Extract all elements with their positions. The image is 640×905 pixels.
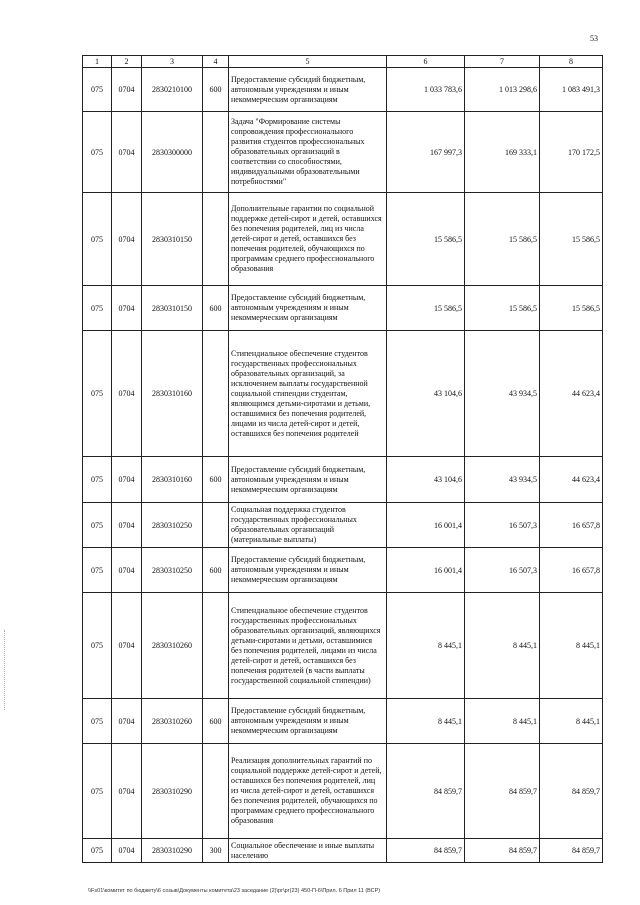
cell-amount-3: 16 657,8: [540, 503, 603, 548]
cell-target: 2830300000: [142, 112, 203, 193]
cell-description: Предоставление субсидий бюджетным, автономным учреждениям и иным некоммерческим организациям: [229, 68, 387, 112]
footer-file-path: \\Fs01\комитет по бюджету\6 созыв\Документы комитета\23 заседание (2)\рг\рг(23) 450-П-6\Прил. 6 Прил 11 (ВСР): [88, 888, 381, 894]
cell-ministry: 075: [83, 193, 112, 286]
cell-amount-1: 16 001,4: [387, 503, 465, 548]
cell-expense-type: 600: [203, 548, 229, 593]
cell-amount-3: 8 445,1: [540, 699, 603, 744]
cell-amount-1: 1 033 783,6: [387, 68, 465, 112]
cell-expense-type: 600: [203, 286, 229, 331]
cell-amount-2: 16 507,3: [465, 503, 540, 548]
cell-expense-type: [203, 112, 229, 193]
table-row: [83, 457, 603, 503]
col-header: 5: [229, 56, 387, 68]
col-header: 6: [387, 56, 465, 68]
cell-amount-3: 15 586,5: [540, 193, 603, 286]
cell-amount-2: 16 507,3: [465, 548, 540, 593]
cell-amount-2: 84 859,7: [465, 839, 540, 863]
cell-amount-2: 15 586,5: [465, 286, 540, 331]
cell-amount-1: 16 001,4: [387, 548, 465, 593]
cell-amount-3: 170 172,5: [540, 112, 603, 193]
cell-amount-2: 43 934,5: [465, 331, 540, 457]
cell-amount-3: 16 657,8: [540, 548, 603, 593]
cell-amount-2: 8 445,1: [465, 593, 540, 699]
cell-description: Стипендиальное обеспечение студентов государственных профессиональных образовательных организаций, за исключением выплаты государственной социальной стипендии студентам, являющимся детьми-сиротами и детьми, оставшимися без попечения родителей, лицами из числа детей-сирот и детей, оставшихся без попечения родителей: [229, 331, 387, 457]
margin-mark: [4, 630, 8, 710]
cell-section: 0704: [112, 593, 142, 699]
cell-amount-1: 84 859,7: [387, 839, 465, 863]
cell-description: Стипендиальное обеспечение студентов государственных профессиональных образовательных организаций, являющихся детьми-сиротами и детьми, оставшимися без попечения родителей, лицами из числа детей-сирот и детей, оставшихся без попечения родителей (в части выплаты государственной социальной стипендии): [229, 593, 387, 699]
cell-ministry: 075: [83, 744, 112, 839]
cell-amount-1: 167 997,3: [387, 112, 465, 193]
cell-target: 2830310260: [142, 593, 203, 699]
table-row: [83, 112, 603, 193]
header-row: [83, 56, 603, 68]
cell-amount-3: 84 859,7: [540, 744, 603, 839]
col-header: 8: [540, 56, 603, 68]
cell-ministry: 075: [83, 68, 112, 112]
cell-amount-1: 43 104,6: [387, 457, 465, 503]
cell-target: 2830310150: [142, 286, 203, 331]
cell-description: Социальная поддержка студентов государственных профессиональных образовательных организаций (материальные выплаты): [229, 503, 387, 548]
cell-ministry: 075: [83, 593, 112, 699]
cell-section: 0704: [112, 699, 142, 744]
cell-ministry: 075: [83, 503, 112, 548]
cell-section: 0704: [112, 503, 142, 548]
cell-section: 0704: [112, 457, 142, 503]
cell-amount-1: 84 859,7: [387, 744, 465, 839]
cell-target: 2830310290: [142, 839, 203, 863]
cell-target: 2830310250: [142, 548, 203, 593]
cell-amount-3: 84 859,7: [540, 839, 603, 863]
table-row: [83, 548, 603, 593]
cell-section: 0704: [112, 839, 142, 863]
cell-section: 0704: [112, 548, 142, 593]
cell-expense-type: 300: [203, 839, 229, 863]
cell-amount-2: 1 013 298,6: [465, 68, 540, 112]
cell-amount-1: 15 586,5: [387, 193, 465, 286]
cell-amount-2: 15 586,5: [465, 193, 540, 286]
cell-expense-type: 600: [203, 68, 229, 112]
cell-expense-type: [203, 193, 229, 286]
cell-expense-type: 600: [203, 457, 229, 503]
table-row: [83, 699, 603, 744]
cell-target: 2830210100: [142, 68, 203, 112]
cell-target: 2830310290: [142, 744, 203, 839]
cell-ministry: 075: [83, 699, 112, 744]
cell-expense-type: [203, 744, 229, 839]
cell-ministry: 075: [83, 548, 112, 593]
table-row: [83, 286, 603, 331]
cell-amount-2: 8 445,1: [465, 699, 540, 744]
cell-ministry: 075: [83, 286, 112, 331]
cell-expense-type: [203, 503, 229, 548]
cell-ministry: 075: [83, 331, 112, 457]
cell-amount-1: 43 104,6: [387, 331, 465, 457]
cell-section: 0704: [112, 193, 142, 286]
cell-amount-3: 44 623,4: [540, 331, 603, 457]
table-row: [83, 839, 603, 863]
cell-description: Дополнительные гарантии по социальной поддержке детей-сирот и детей, оставшихся без попечения родителей, лиц из числа детей-сирот и детей, оставшихся без попечения родителей, обучающихся по программам среднего профессионального образования: [229, 193, 387, 286]
cell-target: 2830310160: [142, 331, 203, 457]
cell-amount-3: 15 586,5: [540, 286, 603, 331]
cell-section: 0704: [112, 68, 142, 112]
cell-amount-3: 1 083 491,3: [540, 68, 603, 112]
col-header: 3: [142, 56, 203, 68]
col-header: 2: [112, 56, 142, 68]
table-row: [83, 68, 603, 112]
cell-amount-1: 15 586,5: [387, 286, 465, 331]
cell-description: Предоставление субсидий бюджетным, автономным учреждениям и иным некоммерческим организациям: [229, 286, 387, 331]
cell-amount-1: 8 445,1: [387, 593, 465, 699]
cell-amount-2: 84 859,7: [465, 744, 540, 839]
page-number: 53: [590, 34, 598, 43]
cell-description: Реализация дополнительных гарантий по социальной поддержке детей-сирот и детей, оставшихся без попечения родителей, лиц из числа детей-сирот и детей, оставшихся без попечения родителей, обучающихся по программам среднего профессионального образования: [229, 744, 387, 839]
cell-amount-2: 169 333,1: [465, 112, 540, 193]
table-row: [83, 193, 603, 286]
table-row: [83, 744, 603, 839]
table-row: [83, 593, 603, 699]
cell-expense-type: [203, 593, 229, 699]
cell-section: 0704: [112, 744, 142, 839]
cell-ministry: 075: [83, 112, 112, 193]
cell-target: 2830310160: [142, 457, 203, 503]
cell-expense-type: [203, 331, 229, 457]
cell-description: Предоставление субсидий бюджетным, автономным учреждениям и иным некоммерческим организациям: [229, 457, 387, 503]
cell-section: 0704: [112, 112, 142, 193]
cell-description: Задача "Формирование системы сопровождения профессионального развития студентов профессиональных образовательных организаций в соответствии со способностями, индивидуальными образовательными потребностями": [229, 112, 387, 193]
cell-description: Социальное обеспечение и иные выплаты населению: [229, 839, 387, 863]
cell-ministry: 075: [83, 457, 112, 503]
cell-amount-3: 44 623,4: [540, 457, 603, 503]
cell-amount-2: 43 934,5: [465, 457, 540, 503]
cell-target: 2830310260: [142, 699, 203, 744]
table-row: [83, 331, 603, 457]
cell-target: 2830310250: [142, 503, 203, 548]
budget-table: [82, 55, 603, 863]
cell-amount-3: 8 445,1: [540, 593, 603, 699]
cell-section: 0704: [112, 331, 142, 457]
table-row: [83, 503, 603, 548]
col-header: 7: [465, 56, 540, 68]
col-header: 1: [83, 56, 112, 68]
cell-description: Предоставление субсидий бюджетным, автономным учреждениям и иным некоммерческим организациям: [229, 699, 387, 744]
cell-ministry: 075: [83, 839, 112, 863]
cell-description: Предоставление субсидий бюджетным, автономным учреждениям и иным некоммерческим организациям: [229, 548, 387, 593]
cell-section: 0704: [112, 286, 142, 331]
col-header: 4: [203, 56, 229, 68]
cell-target: 2830310150: [142, 193, 203, 286]
cell-amount-1: 8 445,1: [387, 699, 465, 744]
cell-expense-type: 600: [203, 699, 229, 744]
